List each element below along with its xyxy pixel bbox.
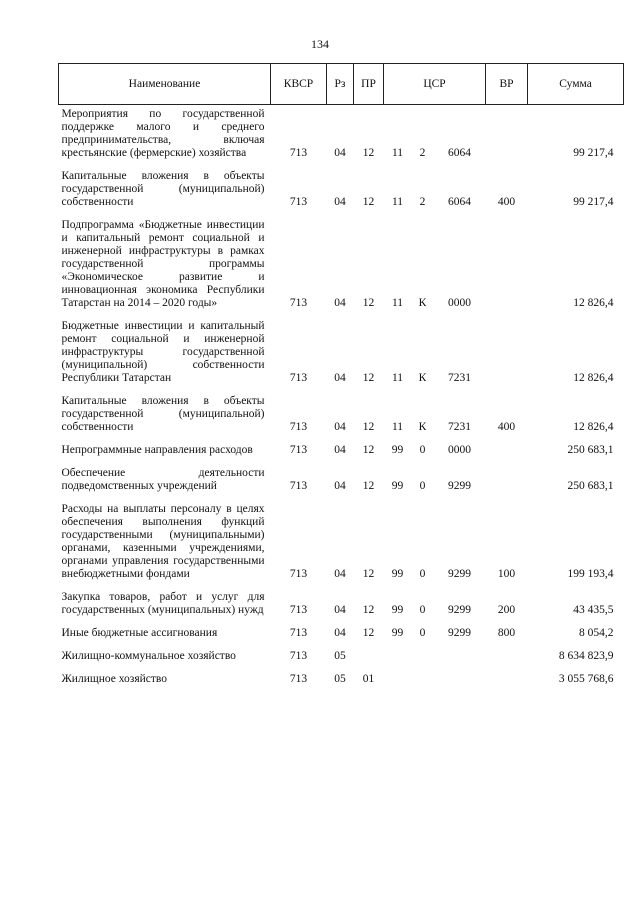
row-kvsr: 713 [289,673,308,685]
row-sum: 199 193,4 [567,568,614,580]
row-csr-subprogram: 0 [419,568,426,580]
row-name: Обеспечение деятельности подведомственных учреждений [61,467,265,492]
row-pr: 12 [362,604,375,616]
row-pr: 12 [362,196,375,208]
row-sum: 12 826,4 [573,372,614,384]
row-kvsr: 713 [289,421,308,433]
table-row [59,624,624,647]
row-kvsr: 713 [289,372,308,384]
row-sum: 12 826,4 [573,297,614,309]
row-rz: 04 [334,421,346,433]
row-kvsr: 713 [289,196,308,208]
row-csr-direction: 7231 [448,421,472,433]
row-rz: 04 [334,627,346,639]
row-pr: 01 [362,673,375,685]
row-csr-program [384,647,412,670]
row-vr [486,216,528,317]
row-kvsr: 713 [289,650,308,662]
table-row [59,441,624,464]
row-csr-program: 99 [391,627,404,639]
row-kvsr: 713 [289,568,308,580]
row-kvsr: 713 [289,444,308,456]
row-rz: 04 [334,480,346,492]
row-vr [486,317,528,392]
row-sum: 3 055 768,6 [558,673,614,685]
row-name: Капитальные вложения в объекты государственной (муниципальной) собственности [61,395,265,433]
row-name: Иные бюджетные ассигнования [61,627,218,639]
row-kvsr: 713 [289,604,308,616]
row-name: Закупка товаров, работ и услуг для государственных (муниципальных) нужд [61,591,265,616]
row-csr-program: 99 [391,568,404,580]
row-csr-subprogram: 0 [419,444,426,456]
row-vr [486,441,528,464]
row-name: Непрограммные направления расходов [61,444,253,456]
table-row [59,588,624,624]
table-row [59,167,624,216]
budget-table [58,63,624,693]
row-csr-direction [434,647,486,670]
row-rz: 04 [334,444,346,456]
row-sum: 99 217,4 [573,147,614,159]
row-sum: 12 826,4 [573,421,614,433]
page-number: 134 [311,37,329,51]
row-csr-direction: 9299 [448,480,472,492]
row-csr-direction [434,670,486,693]
row-name: Бюджетные инвестиции и капитальный ремонт социальной и инженерной инфраструктуры государственной (муниципальной) собственности Республики Татарстан [61,320,265,384]
row-csr-program: 99 [391,480,404,492]
row-csr-subprogram [412,647,434,670]
row-csr-subprogram: К [418,421,427,433]
table-row [59,105,624,168]
header-rz: Рз [327,64,354,105]
row-name: Мероприятия по государственной поддержке малого и среднего предпринимательства, включая крестьянские (фермерские) хозяйства [61,108,265,159]
table-row [59,317,624,392]
header-vr: ВР [486,64,528,105]
row-csr-subprogram [412,670,434,693]
row-sum: 250 683,1 [567,480,614,492]
row-pr: 12 [362,444,375,456]
row-rz: 04 [334,297,346,309]
row-pr [354,647,384,670]
header-name: Наименование [59,64,271,105]
row-vr: 400 [497,196,516,208]
header-sum: Сумма [528,64,624,105]
row-kvsr: 713 [289,147,308,159]
row-vr [486,670,528,693]
row-rz: 05 [334,650,346,662]
row-csr-program: 11 [391,297,404,309]
row-csr-subprogram: 2 [419,147,426,159]
row-csr-program: 11 [391,372,404,384]
row-csr-direction: 0000 [448,444,472,456]
row-csr-subprogram: К [418,297,427,309]
row-name: Жилищное хозяйство [61,673,168,685]
row-pr: 12 [362,147,375,159]
row-csr-subprogram: 2 [419,196,426,208]
row-csr-direction: 7231 [448,372,472,384]
row-kvsr: 713 [289,297,308,309]
row-sum: 8 054,2 [579,627,614,639]
row-csr-direction: 0000 [448,297,472,309]
table-row [59,392,624,441]
row-sum: 43 435,5 [573,604,614,616]
table-row [59,500,624,588]
row-sum: 8 634 823,9 [558,650,614,662]
row-vr: 100 [497,568,516,580]
row-csr-subprogram: 0 [419,627,426,639]
table-row [59,464,624,500]
row-csr-program: 11 [391,147,404,159]
row-csr-program: 11 [391,421,404,433]
row-vr [486,464,528,500]
table-row [59,216,624,317]
row-rz: 05 [334,673,346,685]
row-kvsr: 713 [289,480,308,492]
row-rz: 04 [334,604,346,616]
row-vr: 200 [497,604,516,616]
row-csr-subprogram: К [418,372,427,384]
header-csr: ЦСР [384,64,486,105]
header-kvsr: КВСР [271,64,327,105]
row-vr [486,105,528,168]
row-pr: 12 [362,627,375,639]
row-csr-program: 11 [391,196,404,208]
row-kvsr: 713 [289,627,308,639]
row-csr-program [384,670,412,693]
row-csr-subprogram: 0 [419,604,426,616]
row-rz: 04 [334,568,346,580]
header-pr: ПР [354,64,384,105]
table-row [59,647,624,670]
row-csr-direction: 9299 [448,627,472,639]
row-pr: 12 [362,372,375,384]
row-name: Жилищно-коммунальное хозяйство [61,650,236,662]
row-rz: 04 [334,147,346,159]
row-name: Расходы на выплаты персоналу в целях обеспечения выполнения функций государственными (муниципальными) органами, казенными учреждениями, органами управления государственными внебюджетными фондами [61,503,265,580]
row-csr-program: 99 [391,444,404,456]
row-csr-program: 99 [391,604,404,616]
row-csr-direction: 9299 [448,604,472,616]
row-vr: 800 [497,627,516,639]
row-rz: 04 [334,196,346,208]
row-sum: 250 683,1 [567,444,614,456]
row-sum: 99 217,4 [573,196,614,208]
row-vr [486,647,528,670]
row-vr: 400 [497,421,516,433]
row-csr-direction: 9299 [448,568,472,580]
row-name: Подпрограмма «Бюджетные инвестиции и капитальный ремонт социальной и инженерной инфраструктуры в рамках государственной программы «Экономическое развитие и инновационная экономика Республики Татарстан на 2014 – 2020 годы» [61,219,265,309]
row-rz: 04 [334,372,346,384]
table-row [59,670,624,693]
row-name: Капитальные вложения в объекты государственной (муниципальной) собственности [61,170,265,208]
row-pr: 12 [362,568,375,580]
row-csr-direction: 6064 [448,196,472,208]
table-header-row [59,64,624,105]
row-csr-subprogram: 0 [419,480,426,492]
row-pr: 12 [362,480,375,492]
row-pr: 12 [362,421,375,433]
row-pr: 12 [362,297,375,309]
row-csr-direction: 6064 [448,147,472,159]
